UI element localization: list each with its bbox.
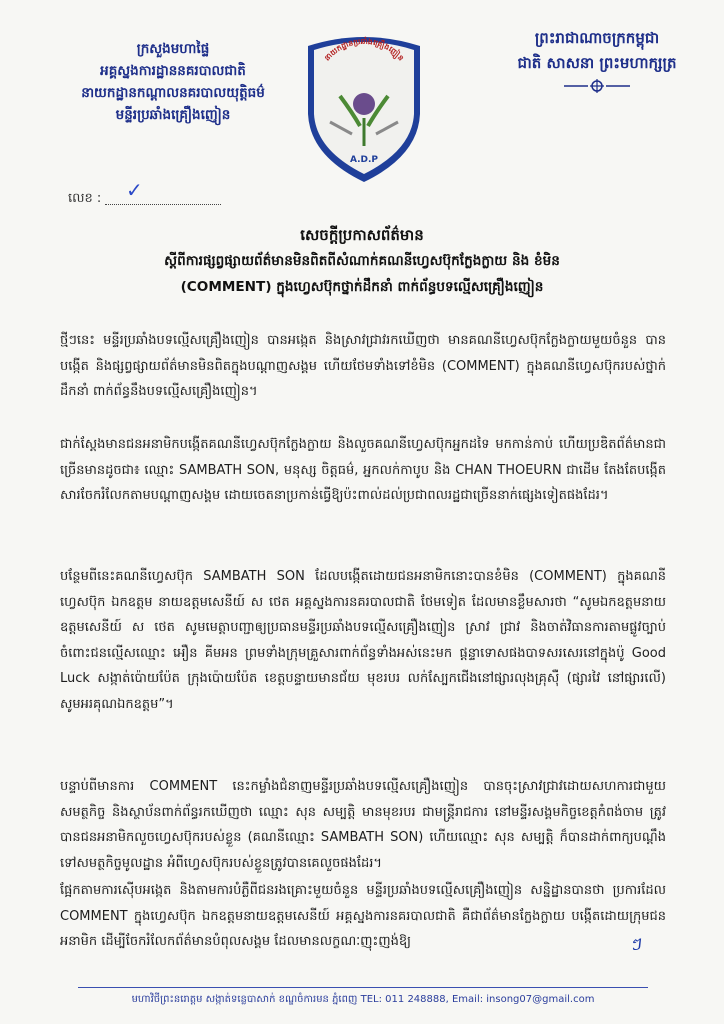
title-line-3: (COMMENT) ក្នុងហ្វេសប៊ុកថ្នាក់ដឹកនាំ ពាក់ព័ន្ធបទល្មើសគ្រឿងញៀន <box>180 279 544 295</box>
kingdom-motto-header <box>482 26 712 94</box>
paragraph-5: ផ្អែកតាមការស៊ើបអង្កេត និងតាមការបំភ្លឺពីជនរងគ្រោះមួយចំនួន មន្ទីរប្រឆាំងបទល្មើសគ្រឿងញៀន សន្និដ្ឋានបានថា ប្រការដែល COMMENT ក្នុងហ្វេសប៊ុក ឯកឧត្តមនាយឧត្តមសេនីយ៍ អគ្គស្នងការនគរបាលជាតិ គឺជាព័ត៌មានក្លែងក្លាយ បង្កើតដោយក្រុមជនអនាមិក ដើម្បីចែករំលែកព័ត៌មានបំពុលសង្គម ដែលមានលក្ខណៈញុះញង់ឱ្យ <box>60 883 666 949</box>
logo-abbreviation: A.D.P <box>349 155 379 165</box>
ornament-divider-icon <box>562 78 632 94</box>
kingdom-name: ព្រះរាជាណាចក្រកម្ពុជា <box>534 29 660 47</box>
reference-number-line <box>68 190 221 209</box>
checkmark-icon: ✓ <box>126 178 143 202</box>
handwritten-initial: ៗ <box>628 934 643 956</box>
footer-divider <box>78 987 648 988</box>
title-line-1: សេចក្តីប្រកាសព័ត៌មាន <box>300 226 424 244</box>
department-name: នាយកដ្ឋានកណ្តាលនគរបាលយុត្តិធម៌ <box>81 85 265 101</box>
footer-contact: មហាវិថីព្រះនរោត្តម សង្កាត់ទន្លេបាសាក់ ខណ្ឌចំការមន ភ្នំពេញ TEL: 011 248888, Email: insong07@gmail.com <box>131 994 595 1005</box>
number-label: លេខ : <box>68 191 102 206</box>
ministry-name: ក្រសួងមហាផ្ទៃ <box>136 41 210 57</box>
anti-drug-department-logo <box>300 26 428 188</box>
office-name: មន្ទីរប្រឆាំងគ្រឿងញៀន <box>115 107 231 123</box>
document-title <box>40 222 684 300</box>
paragraph-2: ជាក់ស្តែងមានជនអនាមិកបង្កើតគណនីហ្វេសប៊ុកក្លែងក្លាយ និងលួចគណនីហ្វេសប៊ុកអ្នកដទៃ មកកាន់កាប់ ហើយប្រឌិតព័ត៌មានជាច្រើនមានដូចជា៖ ឈ្មោះ SAMBATH SON, មនុស្ស ចិត្តធម៌, អ្នកលក់កាបូប និង CHAN THOEURN ជាដើម តែងតែបង្កើតសារចែករំលែកតាមបណ្តាញសង្គម ដោយចេតនាប្រកាន់ធ្វើឱ្យប៉ះពាល់ដល់ប្រជាពលរដ្ឋជាច្រើននាក់ផ្សេងទៀតផងដែរ។ <box>60 437 666 503</box>
logo-arc-text: នាយកដ្ឋានប្រឆាំងគ្រឿងញៀន <box>322 36 406 63</box>
police-commissariat-name: អគ្គស្នងការដ្ឋាននគរបាលជាតិ <box>100 63 246 79</box>
paragraph-3: បន្ថែមពីនេះគណនីហ្វេសប៊ុក SAMBATH SON ដែលបង្កើតដោយជនអនាមិកនោះបានខំមិន (COMMENT) ក្នុងគណនីហ្វេសប៊ុក ឯកឧត្តម នាយឧត្តមសេនីយ៍ ស ថេត អគ្គស្នងការនគរបាលជាតិ ថែមទៀត ដែលមានខ្លឹមសារថា “សូមឯកឧត្តមនាយឧត្តមសេនីយ៍ ស ថេត សូមមេត្តាបញ្ជាឲ្យប្រធានមន្ទីរប្រឆាំងបទល្មើសគ្រឿងញៀន ស្រាវ ជ្រាវ និងចាត់វិធានការតាមផ្លូវច្បាប់ចំពោះជនល្មើសឈ្មោះ អឿន គីមអន ព្រមទាំងក្រុមគ្រួសារពាក់ព័ន្ធទាំងអស់នេះមក ផ្តន្ទាទោសផងបាទសរសេរនៅក្នុងប៉ូ Good Luck សង្កាត់ប៉ោយប៉ែត ក្រុងប៉ោយប៉ែត ខេត្តបន្ទាយមានជ័យ មុខរបរ លក់ស្បែកជើងនៅផ្សារលុងគ្រុស៊ឺ (ផ្សារវៃ នៅផ្សារលើ) សូមអរគុណឯកឧត្តម”។ <box>60 569 666 712</box>
paragraph-4: បន្ទាប់ពីមានការ COMMENT នេះកម្លាំងជំនាញមន្ទីរប្រឆាំងបទល្មើសគ្រឿងញៀន បានចុះស្រាវជ្រាវដោយសហការជាមួយសមត្ថកិច្ច និងស្ថាប័នពាក់ព័ន្ធរកឃើញថា ឈ្មោះ សុន សម្បត្តិ មានមុខរបរ ជាមន្ត្រីរាជការ នៅមន្ទីរសង្គមកិច្ចខេត្តកំពង់ចាម ត្រូវបានជនអនាមិកលួចហ្វេសប៊ុករបស់ខ្លួន (គណនីឈ្មោះ SAMBATH SON) ហើយឈ្មោះ សុន សម្បត្តិ ក៏បានដាក់ពាក្យបណ្តឹងទៅសមត្ថកិច្ចមូលដ្ឋាន អំពីហ្វេសប៊ុករបស់ខ្លួនត្រូវបានគេលួចផងដែរ។ <box>60 779 666 871</box>
title-line-2: ស្តីពីការផ្សព្វផ្សាយព័ត៌មានមិនពិតពីសំណាក់គណនីហ្វេសប៊ុកក្លែងក្លាយ និង ខំមិន <box>164 253 560 269</box>
paragraph-1: ថ្មីៗនេះ មន្ទីរប្រឆាំងបទល្មើសគ្រឿងញៀន បានអង្កេត និងស្រាវជ្រាវរកឃើញថា មានគណនីហ្វេសប៊ុកក្លែងក្លាយមួយចំនួន បានបង្កើត និងផ្សព្វផ្សាយព័ត៌មានមិនពិតក្នុងបណ្តាញសង្គម ហើយថែមទាំងទៅខំមិន (COMMENT) ក្នុងគណនីហ្វេសប៊ុករបស់ថ្នាក់ដឹកនាំ ពាក់ព័ន្ធនឹងបទល្មើសគ្រឿងញៀន។ <box>60 333 666 399</box>
issuing-authority-header <box>38 38 308 126</box>
number-blank <box>105 192 221 205</box>
national-motto: ជាតិ សាសនា ព្រះមហាក្សត្រ <box>517 54 677 72</box>
